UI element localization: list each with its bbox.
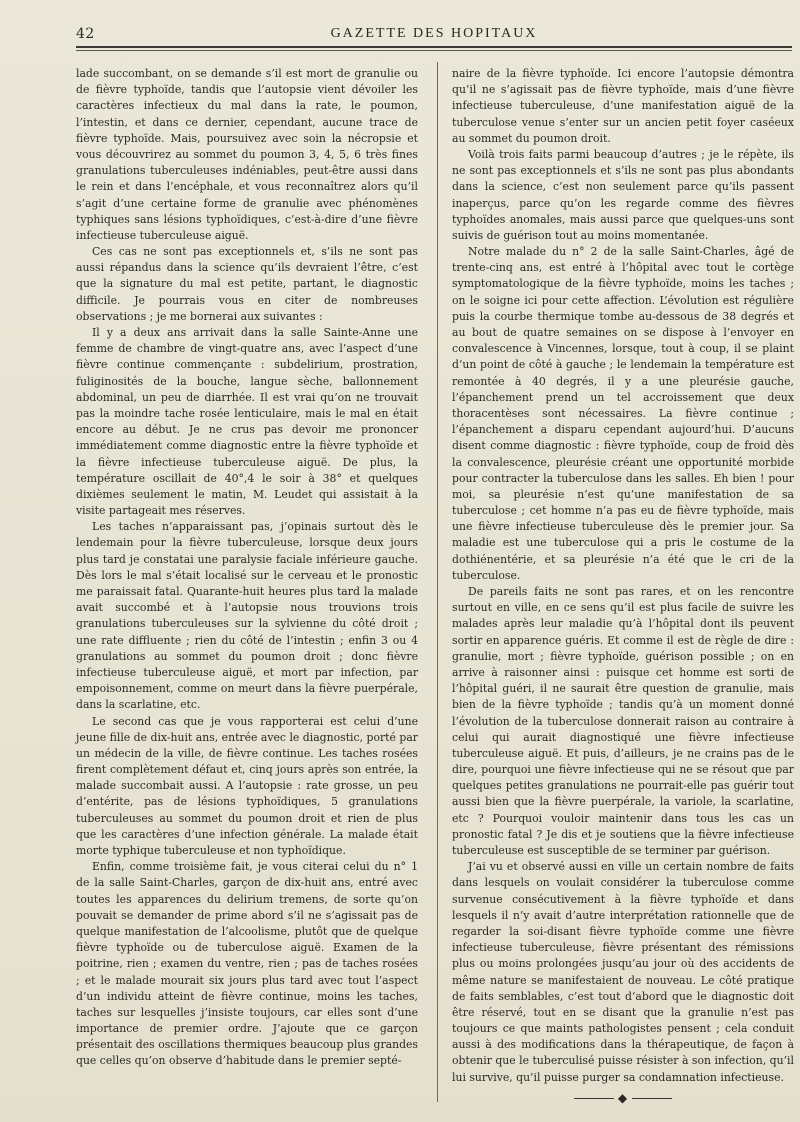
paragraph: Voilà trois faits parmi beaucoup d’autres ; je le répète, ils ne sont pas exceptionnels et s’ils ne sont pas plus abondants dans la science, c’est non seulement parce qu’ils passent inaperçus, parce qu’on les regarde comme des fièvres typhoïdes anomales, mais aussi parce que quelques-uns sont suivis de guérison tout au moins momentanée. <box>452 147 794 242</box>
paragraph: Ces cas ne sont pas exceptionnels et, s’ils ne sont pas aussi répandus dans la science qu’ils devraient l’être, c’est que la signature du mal est petite, partant, le diagnostic difficile. Je pourrais vous en citer de nombreuses observations ; je me bornerai aux suivantes : <box>76 245 418 323</box>
page-header <box>76 22 792 44</box>
end-ornament: ◆ <box>452 1090 794 1107</box>
paragraph: De pareils faits ne sont pas rares, et on les rencontre surtout en ville, en ce sens qu’il est plus facile de suivre les malades après leur maladie qu’à l’hôpital dont ils peuvent sortir en apparence guéris. Et comme il est de règle de dire : granulie, mort ; fièvre typhoïde, guérison possible ; on en arrive à raisonner ainsi : puisque cet homme est sorti de l’hôpital guéri, il ne saurait être question de granulie, mais bien de la fièvre typhoïde ; tandis qu’à un moment donné l’évolution de la tuberculose donnerait raison au contraire à celui qui aurait diagnostiqué une fièvre infectieuse tuberculeuse aiguë. Et puis, d’ailleurs, je ne crains pas de le dire, pourquoi une fièvre infectieuse qui ne se résout que par quelques petites granulations ne pourrait-elle pas guérir tout aussi bien que la fièvre puerpérale, la variole, la scarlatine, etc ? Pourquoi vouloir maintenir dans tous les cas un pronostic fatal ? Je dis et je soutiens que la fièvre infectieuse tuberculeuse est susceptible de se terminer par guérison. <box>452 585 794 857</box>
paragraph: Le second cas que je vous rapporterai est celui d’une jeune fille de dix-huit ans, entrée avec le diagnostic, porté par un médecin de la ville, de fièvre continue. Les taches rosées firent complètement défaut et, cinq jours après son entrée, la malade succombait aussi. A l’autopsie : rate grosse, un peu d’entérite, pas de lésions typhoïdiques, 5 granulations tuberculeuses au sommet du poumon droit et rien de plus que les caractères d’une infection générale. La malade était morte typhique tuberculeuse et non typhoïdique. <box>76 714 418 857</box>
left-column <box>76 66 418 1070</box>
paragraph: J’ai vu et observé aussi en ville un certain nombre de faits dans lesquels on voulait considérer la tuberculose comme survenue consécutivement à la fièvre typhoïde et dans lesquels il n’y avait d’autre interprétation rationnelle que de regarder la soi-disant fièvre typhoïde comme une fièvre infectieuse tuberculeuse, fièvre présentant des rémissions plus ou moins prolongées jusqu’au jour où des accidents de même nature se manifestaient de nouveau. Le côté pratique de faits semblables, c’est tout d’abord que le diagnostic doit être réservé, tout en se disant que la granulie n’est pas toujours ce que maints pathologistes pensent ; cela conduit aussi à des modifications dans la thérapeutique, de façon à obtenir que le tuberculisé puisse résister à son infection, qu’il lui survive, qu’il puisse purger sa condamnation infectieuse. <box>452 860 794 1084</box>
paragraph: Notre malade du n° 2 de la salle Saint-Charles, âgé de trente-cinq ans, est entré à l’hôpital avec tout le cortège symptomatologique de la fièvre typhoïde, moins les taches ; on le soigne ici pour cette affection. L’évolution est régulière puis la courbe thermique tombe au-dessous de 38 degrés et au bout de quatre semaines on se dispose à l’envoyer en convalescence à Vincennes, lorsque, tout à coup, il se plaint d’un point de côté à gauche ; le lendemain la température est remontée à 40 degrés, il y a une pleurésie gauche, l’épanchement prend un tel accroissement que deux thoracentèses sont nécessaires. La fièvre continue ; l’épanchement a disparu cependant aujourd’hui. D’aucuns disent comme diagnostic : fièvre typhoïde, coup de froid dès la convalescence, pleurésie créant une opportunité morbide pour contracter la tuberculose dans les salles. Eh bien ! pour moi, sa pleurésie n’est qu’une manifestation de sa tuberculose ; cet homme n’a pas eu de fièvre typhoïde, mais une fièvre infectieuse tuberculeuse dès le premier jour. Sa maladie est une tuberculose qui a pris le costume de la dothiénentérie, et sa pleurésie n’a été que le cri de la tuberculose. <box>452 245 794 582</box>
page-number: 42 <box>76 26 95 42</box>
column-divider <box>437 62 438 1102</box>
paragraph: lade succombant, on se demande s’il est mort de granulie ou de fièvre typhoïde, tandis que l’autopsie vient dévoiler les caractères infectieux du mal dans la rate, le poumon, l’intestin, et dans ce dernier, cependant, aucune trace de fièvre typhoïde. Mais, poursuivez avec soin la nécropsie et vous découvrirez au sommet du poumon 3, 4, 5, 6 très fines granulations tuberculeuses indéniables, peut-être aussi dans le rein et dans l’encéphale, et vous reconnaîtrez alors qu’il s’agit d’une certaine forme de granulie avec phénomènes typhiques sans lésions typhoïdiques, c’est-à-dire d’une fièvre infectieuse tuberculeuse aiguë. <box>76 67 418 242</box>
paragraph: Enfin, comme troisième fait, je vous citerai celui du n° 1 de la salle Saint-Charles, garçon de dix-huit ans, entré avec toutes les apparences du delirium tremens, de sorte qu’on pouvait se demander de prime abord s’il ne s’agissait pas de quelque manifestation de l’alcoolisme, plutôt que de quelque fièvre typhoïde ou de tuberculose aiguë. Examen de la poitrine, rien ; examen du ventre, rien ; pas de taches rosées ; et le malade mourait six jours plus tard avec tout l’aspect d’un individu atteint de fièvre continue, moins les taches, taches sur lesquelles j’insiste toujours, car elles sont d’une importance de premier ordre. J’ajoute que ce garçon présentait des oscillations thermiques beaucoup plus grandes que celles qu’on observe d’habitude dans le premier septé- <box>76 860 418 1068</box>
running-title: GAZETTE DES HOPITAUX <box>330 26 538 41</box>
right-column <box>452 66 794 1106</box>
paragraph: naire de la fièvre typhoïde. Ici encore l’autopsie démontra qu’il ne s’agissait pas de fièvre typhoïde, mais d’une fièvre infectieuse tuberculeuse, d’une manifestation aiguë de la tuberculose venue s’enter sur un ancien petit foyer caséeux au sommet du poumon droit. <box>452 67 794 145</box>
paragraph: Il y a deux ans arrivait dans la salle Sainte-Anne une femme de chambre de vingt-quatre ans, avec l’aspect d’une fièvre continue commençante : subdelirium, prostration, fuliginosités de la bouche, langue sèche, ballonnement abdominal, un peu de diarrhée. Il est vrai qu’on ne trouvait pas la moindre tache rosée lenticulaire, mais le mal en était encore au début. Je ne crus pas devoir me prononcer immédiatement comme diagnostic entre la fièvre typhoïde et la fièvre infectieuse tuberculeuse aiguë. De plus, la température oscillait de 40°,4 le soir à 38° et quelques dixièmes seulement le matin, M. Leudet qui assistait à la visite partageait mes réserves. <box>76 326 418 518</box>
header-rule <box>76 46 792 48</box>
header-rule-thin <box>76 50 792 51</box>
paragraph: Les taches n’apparaissant pas, j’opinais surtout dès le lendemain pour la fièvre tuberculeuse, lorsque deux jours plus tard je constatai une paralysie faciale inférieure gauche. Dès lors le mal s’était localisé sur le cerveau et le pronostic me paraissait fatal. Quarante-huit heures plus tard la malade avait succombé et à l’autopsie nous trouvions trois granulations tuberculeuses sur la sylvienne du côté droit ; une rate diffluente ; rien du côté de l’intestin ; enfin 3 ou 4 granulations au sommet du poumon droit ; donc fièvre infectieuse tuberculeuse aiguë, et mort par infection, par empoisonnement, comme on meurt dans la fièvre puerpérale, dans la scarlatine, etc. <box>76 520 418 712</box>
